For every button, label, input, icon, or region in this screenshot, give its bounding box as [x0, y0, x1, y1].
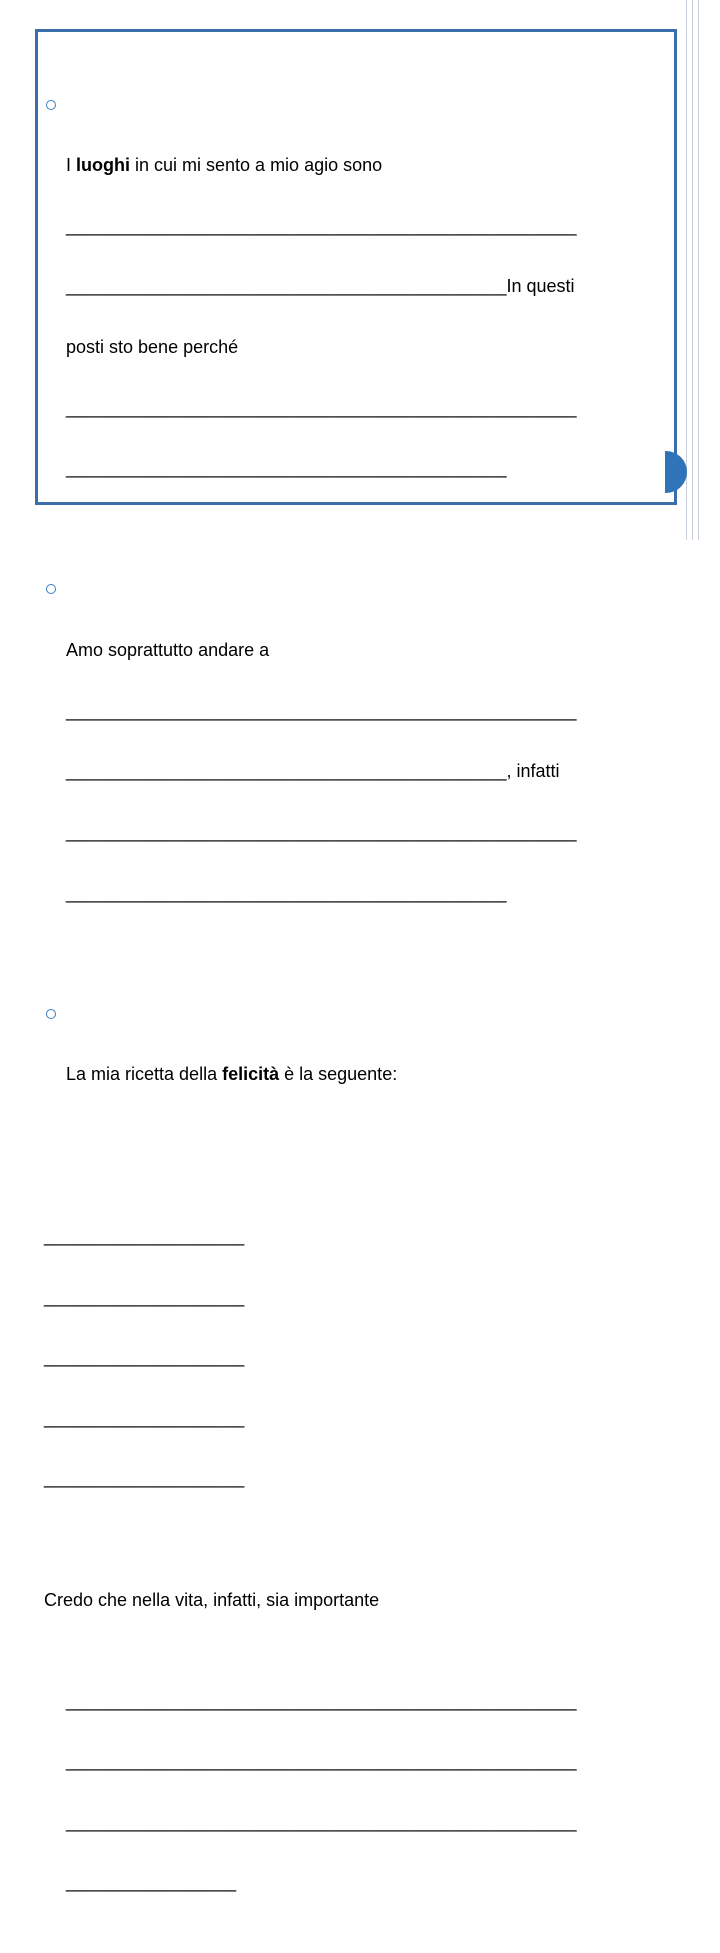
blank-line[interactable]: ____________________: [44, 1225, 245, 1246]
blank-line[interactable]: ____________________________________________: [66, 882, 507, 903]
item-intro: [66, 155, 674, 175]
blank-line[interactable]: ___________________________________________________: [66, 700, 577, 721]
blank-line[interactable]: ____________________: [44, 1286, 245, 1307]
right-decoration: [682, 0, 720, 540]
bullet-icon: [46, 584, 56, 594]
deco-line: [692, 0, 693, 540]
rest-text: in cui mi sento a mio agio sono: [130, 155, 383, 176]
item-intro: Amo soprattutto andare a: [66, 640, 270, 661]
prompt-text: posti sto bene perché: [66, 337, 239, 358]
blank-line[interactable]: ___________________________________________________: [66, 1751, 577, 1772]
blank-line[interactable]: ___________________________________________________: [66, 397, 577, 418]
deco-line: [698, 0, 699, 540]
bold-word: felicità: [222, 1064, 280, 1085]
intro-text: La mia ricetta della: [66, 1064, 223, 1085]
list-item-andare: [44, 579, 674, 943]
bullet-icon: [46, 100, 56, 110]
closing-lines: [44, 1650, 674, 1933]
list-item-luoghi: [44, 95, 674, 519]
blank-line[interactable]: ____________________: [44, 1347, 245, 1368]
blank-line[interactable]: ___________________________________________________: [66, 1690, 577, 1711]
blank-line[interactable]: ___________________________________________________: [66, 821, 577, 842]
intro-text: I: [66, 155, 77, 176]
list-item-felicita: [44, 1004, 674, 1125]
blank-line[interactable]: ____________________________________________In questi: [66, 276, 575, 297]
recipe-lines: [44, 1186, 674, 1529]
blank-line[interactable]: ____________________: [44, 1407, 245, 1428]
blank-line[interactable]: ____________________: [44, 1468, 245, 1489]
rest-text: è la seguente:: [279, 1064, 398, 1085]
blank-line[interactable]: ___________________________________________________: [66, 1811, 577, 1832]
blank-line[interactable]: ____________________________________________, infatti: [66, 761, 560, 782]
blank-line[interactable]: ____________________________________________: [66, 458, 507, 479]
closing-text: Credo che nella vita, infatti, sia importante: [44, 1589, 380, 1610]
deco-line: [686, 0, 687, 540]
item-intro: [66, 1064, 674, 1084]
blank-line[interactable]: _________________: [66, 1872, 237, 1893]
slide-content: [44, 34, 674, 1953]
bullet-icon: [46, 1009, 56, 1019]
bold-word: luoghi: [76, 155, 130, 176]
blank-line[interactable]: ___________________________________________________: [66, 215, 577, 236]
